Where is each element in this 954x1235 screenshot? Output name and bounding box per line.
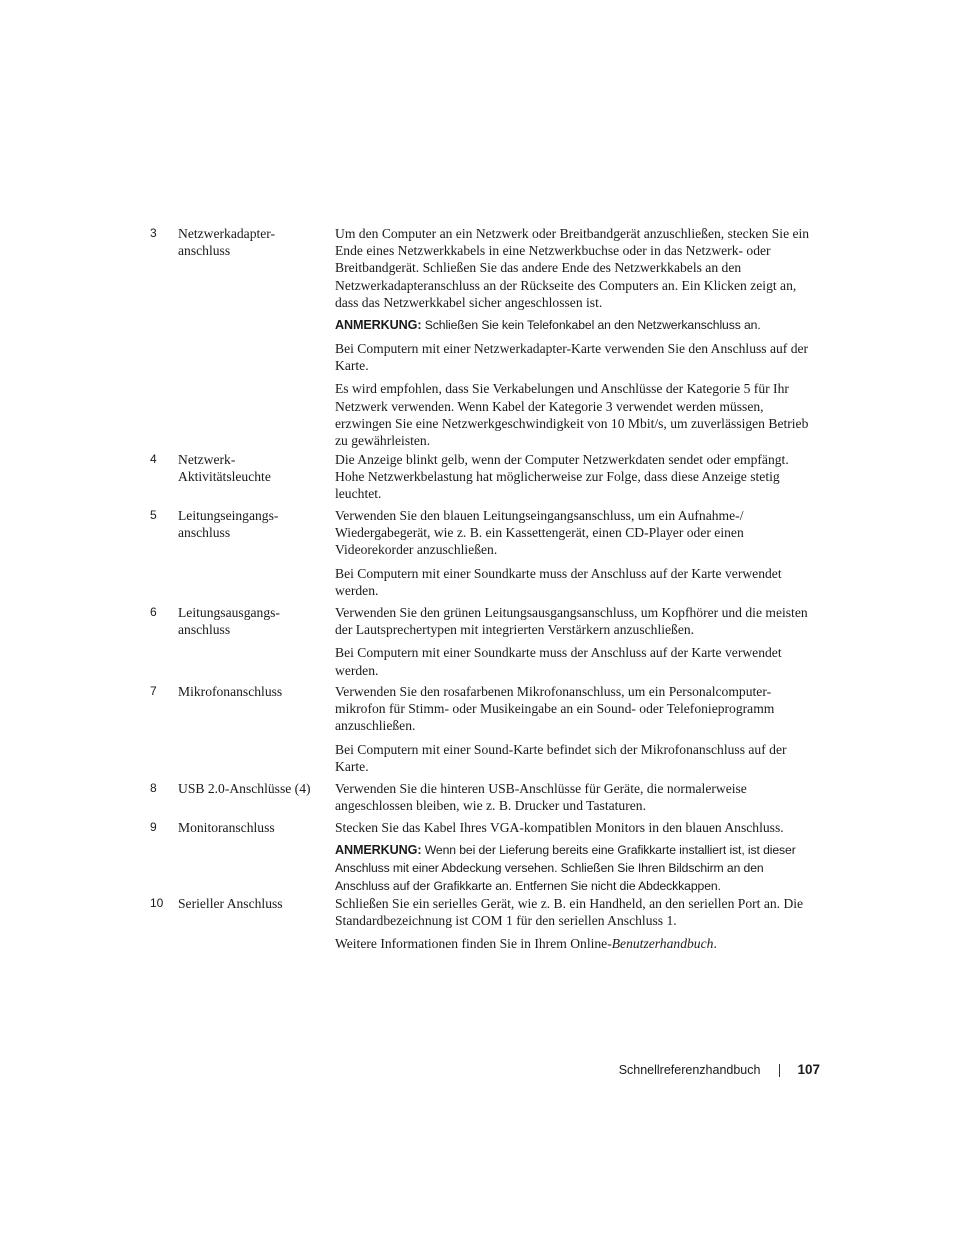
item-label — [178, 780, 328, 797]
manual-title: Benutzerhandbuch — [611, 936, 714, 952]
item-label-text: Mikrofonanschluss — [178, 684, 283, 699]
page-number: 107 — [797, 1062, 820, 1077]
description-paragraph: Bei Computern mit einer Netzwerkadapter-Karte verwenden Sie den Anschluss auf der Karte. — [335, 341, 809, 374]
item-description — [335, 819, 813, 901]
description-paragraph: Verwenden Sie die hinteren USB-Anschlüsse für Geräte, die normalerweise angeschlossen bleiben, wie z. B. Drucker und Tastaturen. — [335, 781, 747, 814]
description-paragraph: Bei Computern mit einer Soundkarte muss der Anschluss auf der Karte verwendet werden. — [335, 645, 782, 678]
paragraph-text: Weitere Informationen finden Sie in Ihrem Online- — [335, 936, 612, 952]
note-label: ANMERKUNG: — [335, 843, 422, 858]
paragraph-end: . — [713, 936, 717, 952]
item-number: 6 — [150, 605, 157, 619]
item-description — [335, 507, 813, 605]
item-description — [335, 683, 813, 781]
item-number: 4 — [150, 452, 157, 466]
note-text: Schließen Sie kein Telefonkabel an den Netzwerkanschluss an. — [421, 318, 761, 333]
description-paragraph — [335, 935, 813, 952]
note-paragraph — [335, 841, 813, 895]
footer-title: Schnellreferenzhandbuch — [618, 1063, 761, 1077]
item-number: 8 — [150, 781, 157, 795]
item-label — [178, 683, 328, 700]
item-label — [178, 819, 328, 836]
item-number: 3 — [150, 226, 157, 240]
description-paragraph: Bei Computern mit einer Sound-Karte befindet sich der Mikrofonanschluss auf der Karte. — [335, 741, 787, 774]
description-paragraph: Verwenden Sie den blauen Leitungseingangsanschluss, um ein Aufnahme-/ Wiedergabegerät, wie z. B. ein Kassettengerät, einen CD-Player oder einen Videorekorder anzuschließen. — [335, 508, 744, 558]
item-number: 9 — [150, 820, 157, 834]
item-description — [335, 451, 813, 509]
item-label-text: Serieller Anschluss — [178, 896, 283, 911]
description-paragraph: Verwenden Sie den grünen Leitungsausgangsanschluss, um Kopfhörer und die meisten der Lautsprechertypen mit integrierten Verstärkern anzuschließen. — [335, 605, 808, 638]
item-description — [335, 225, 813, 455]
description-paragraph: Um den Computer an ein Netzwerk oder Breitbandgerät anzuschließen, stecken Sie ein Ende eines Netzwerkkabels in eine Netzwerkbuchse oder in das Netzwerk- oder Breitbandgerät. Schließen Sie das andere Ende des Netzwerkkabels an den Netzwerkadapteranschluss an der Rückseite des Computers an. Ein Klicken zeigt an, dass das Netzwerkkabel sicher angeschlossen ist. — [335, 226, 810, 310]
item-label — [178, 604, 328, 638]
description-paragraph: Die Anzeige blinkt gelb, wenn der Computer Netzwerkdaten sendet oder empfängt. Hohe Netzwerkbelastung hat möglicherweise zur Folge, dass diese Anzeige stetig leuchtet. — [335, 452, 789, 502]
item-label-text: Netzwerkadapter- anschluss — [178, 226, 276, 259]
item-description — [335, 604, 813, 685]
item-label-text: Leitungseingangs- anschluss — [178, 508, 279, 541]
note-paragraph — [335, 316, 813, 334]
item-label — [178, 225, 328, 259]
item-number: 10 — [150, 896, 164, 910]
item-label — [178, 451, 328, 485]
note-label: ANMERKUNG: — [335, 318, 422, 333]
item-label-text: Monitoranschluss — [178, 820, 275, 835]
item-label-text: Netzwerk- Aktivitätsleuchte — [178, 452, 271, 485]
item-description — [335, 895, 813, 959]
item-label-text: Leitungsausgangs- anschluss — [178, 605, 280, 638]
description-paragraph: Bei Computern mit einer Soundkarte muss der Anschluss auf der Karte verwendet werden. — [335, 565, 782, 598]
item-label — [178, 507, 328, 541]
item-number: 7 — [150, 684, 157, 698]
item-description — [335, 780, 813, 820]
item-number: 5 — [150, 508, 157, 522]
description-paragraph: Schließen Sie ein serielles Gerät, wie z. B. ein Handheld, an den seriellen Port an. Die Standardbezeichnung ist COM 1 für den seriellen Anschluss 1. — [335, 896, 804, 929]
footer-separator — [779, 1064, 780, 1077]
item-label — [178, 895, 328, 912]
description-paragraph: Verwenden Sie den rosafarbenen Mikrofonanschluss, um ein Personalcomputer-mikrofon für Stimm- oder Musikeingabe an ein Sound- oder Telefonieprogramm anzuschließen. — [335, 684, 775, 734]
description-paragraph: Stecken Sie das Kabel Ihres VGA-kompatiblen Monitors in den blauen Anschluss. — [335, 820, 784, 835]
item-label-text: USB 2.0-Anschlüsse (4) — [178, 781, 311, 796]
note-text: Wenn bei der Lieferung bereits eine Grafikkarte installiert ist, ist dieser Anschluss mit einer Abdeckung versehen. Schließen Sie Ihren Bildschirm an den Anschluss auf der Grafikkarte an. Entfernen Sie nicht die Abdeckkappen. — [335, 843, 796, 894]
page-footer — [619, 1062, 820, 1078]
description-paragraph: Es wird empfohlen, dass Sie Verkabelungen und Anschlüsse der Kategorie 5 für Ihr Netzwerk verwenden. Wenn Kabel der Kategorie 3 verwendet werden müssen, erzwingen Sie eine Netzwerkgeschwindigkeit von 10 Mbit/s, um zuverlässigen Betrieb zu gewährleisten. — [335, 381, 809, 449]
